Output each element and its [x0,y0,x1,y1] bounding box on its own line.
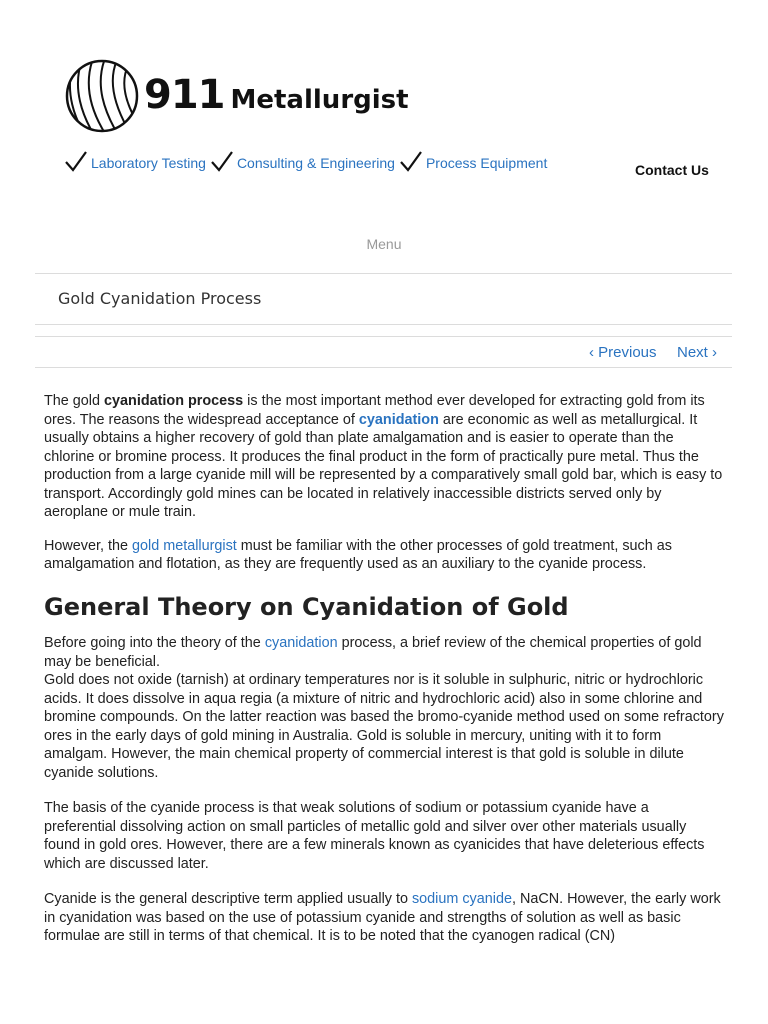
laboratory-testing-link[interactable]: Laboratory Testing [91,155,206,171]
paragraph-theory: Before going into the theory of the cyanidation process, a brief review of the chemical properties of gold may be beneficial. Gold does not oxide (tarnish) at ordinary temperatures nor is it soluble in sulphuric, nitric or hydrochloric acids. It does dissolve in aqua regia (a mixture of nitric and hydrochloric acid) also in some chlorine and bromine compounds. On the latter reaction was based the bromo-cyanide method used on some refractory ores in the early days of gold mining in Australia. Gold is soluble in mercury, uniting with it to form amalgam. However, the main chemical property of commercial interest is that gold is soluble in dilute cyanide solutions. [44,635,724,781]
article-body [44,392,724,946]
paragraph-basis: The basis of the cyanide process is that weak solutions of sodium or potassium cyanide have a preferential dissolving action on small particles of metallic gold and silver over other materials usually found in gold ores. However, there are a few minerals known as cyanicides that have deleterious effects which are discussed later. [44,800,705,872]
site-logo[interactable] [64,58,409,138]
paragraph-metallurgist: However, the gold metallurgist must be familiar with the other processes of gold treatment, such as amalgamation and flotation, as they are frequently used as an auxiliary to the cyanide process. [44,537,672,572]
section-heading: General Theory on Cyanidation of Gold [44,592,569,621]
logo-number: 911 [144,72,225,118]
service-consulting-engineering [210,150,395,172]
divider [35,336,732,337]
cyanidation-link[interactable]: cyanidation [358,411,439,428]
services-nav [64,150,551,172]
service-process-equipment [399,150,547,172]
bold-term: cyanidation process [104,393,244,409]
process-equipment-link[interactable]: Process Equipment [425,155,548,171]
consulting-engineering-link[interactable]: Consulting & Engineering [236,155,395,171]
gold-metallurgist-link[interactable]: gold metallurgist [132,537,237,554]
sodium-cyanide-link[interactable]: sodium cyanide [411,891,512,907]
divider [35,324,732,325]
paragraph-intro: The gold cyanidation process is the most important method ever developed for extracting gold from its ores. The reasons the widespread acceptance of cyanidation are economic as well as metallurgical. It usually obtains a higher recovery of gold than plate amalgamation and is easier to operate than the chlorine or bromine process. It produces the final product in the form of practically pure metal. Thus the production from a large cyanide mill will be represented by a comparatively small gold bar, which is easy to transport. Accordingly gold mines can be located in relatively inaccessible districts served only by aeroplane or mule train. [44,393,723,520]
divider [35,273,732,274]
next-link[interactable]: Next › [677,344,718,361]
menu-toggle[interactable]: Menu [366,236,402,252]
logo-word: Metallurgist [230,85,409,115]
checkmark-icon [399,150,423,172]
paragraph-cyanide: Cyanide is the general descriptive term applied usually to sodium cyanide, NaCN. However, the early work in cyanidation was based on the use of potassium cyanide and strengths of solution as well as basic formulae are still in terms of that chemical. It is to be noted that the cyanogen radical (CN) [44,891,721,944]
previous-link[interactable]: ‹ Previous [589,344,657,361]
checkmark-icon [210,150,234,172]
cyanidation-link-2[interactable]: cyanidation [264,635,338,651]
service-laboratory-testing [64,150,206,172]
page-title: Gold Cyanidation Process [58,289,262,308]
divider [35,367,732,368]
logo-wordmark [144,72,409,118]
contact-us-link[interactable]: Contact Us [635,162,709,178]
checkmark-icon [64,150,88,172]
logo-striped-circle-icon [64,58,140,134]
